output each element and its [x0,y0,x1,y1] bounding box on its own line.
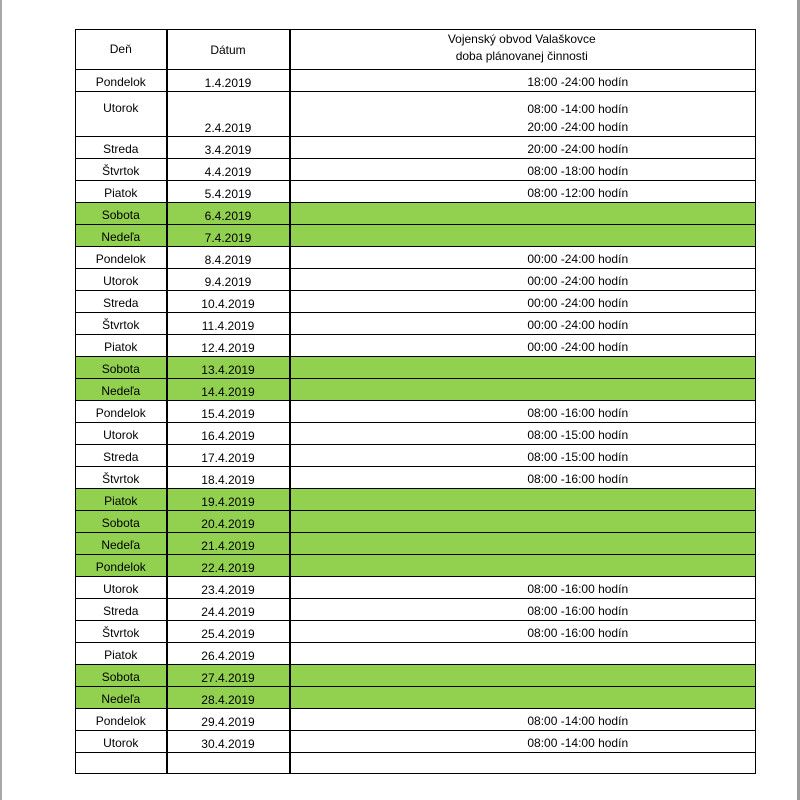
date-cell: 3.4.2019 [167,137,290,159]
date-cell: 23.4.2019 [167,577,290,599]
day-cell: Utorok [76,92,167,137]
activity-hours-cell [290,665,756,687]
day-cell: Piatok [76,181,167,203]
date-cell: 1.4.2019 [167,70,290,92]
activity-hours-cell [290,709,756,731]
day-cell: Streda [76,445,167,467]
day-cell: Utorok [76,423,167,445]
date-cell: 18.4.2019 [167,467,290,489]
date-cell: 30.4.2019 [167,731,290,753]
date-cell: 20.4.2019 [167,511,290,533]
activity-hours-text: 20:00 -24:00 hodín [527,142,629,156]
schedule-table [75,29,756,774]
activity-hours-text: 08:00 -15:00 hodín [527,428,629,442]
activity-hours-text: 08:00 -12:00 hodín [527,186,629,200]
day-cell: Piatok [76,335,167,357]
header-day: Deň [76,30,167,70]
schedule-sheet [75,29,756,774]
activity-hours-text: 00:00 -24:00 hodín [527,274,629,288]
date-cell: 10.4.2019 [167,291,290,313]
activity-hours-text: 08:00 -14:00 hodín [527,736,629,750]
date-cell: 14.4.2019 [167,379,290,401]
table-row [76,335,756,357]
activity-hours-text: 08:00 -14:00 hodín [527,714,629,728]
date-cell: 11.4.2019 [167,313,290,335]
date-cell: 26.4.2019 [167,643,290,665]
table-row [76,731,756,753]
date-cell: 21.4.2019 [167,533,290,555]
day-cell: Štvrtok [76,313,167,335]
empty-cell [167,753,290,774]
activity-hours-cell [290,467,756,489]
schedule-table-body [76,30,756,774]
day-cell: Nedeľa [76,225,167,247]
activity-hours-cell [290,225,756,247]
table-row [76,379,756,401]
table-row [76,665,756,687]
activity-hours-cell [290,621,756,643]
activity-hours-text: 08:00 -16:00 hodín [527,582,629,596]
activity-hours-text: 08:00 -16:00 hodín [527,406,629,420]
activity-hours-cell [290,379,756,401]
empty-cell [290,753,756,774]
date-cell: 29.4.2019 [167,709,290,731]
activity-hours-cell [290,533,756,555]
date-cell: 2.4.2019 [167,92,290,137]
date-cell: 7.4.2019 [167,225,290,247]
table-row [76,181,756,203]
activity-hours-cell [290,335,756,357]
table-row [76,511,756,533]
page-edge-left [0,0,2,800]
date-cell: 6.4.2019 [167,203,290,225]
header-date: Dátum [167,30,290,70]
day-cell: Štvrtok [76,467,167,489]
table-row [76,709,756,731]
table-row [76,445,756,467]
date-cell: 9.4.2019 [167,269,290,291]
date-cell: 4.4.2019 [167,159,290,181]
day-cell: Streda [76,291,167,313]
header-area-name: Vojenský obvod Valaškovce [447,32,596,46]
activity-hours-cell [290,577,756,599]
day-cell: Sobota [76,203,167,225]
activity-hours-text: 00:00 -24:00 hodín [527,340,629,354]
day-cell: Štvrtok [76,621,167,643]
activity-hours-cell [290,92,756,137]
day-cell: Utorok [76,269,167,291]
day-cell: Pondelok [76,247,167,269]
activity-hours-text: 00:00 -24:00 hodín [527,296,629,310]
activity-hours-cell [290,555,756,577]
header-row [76,30,756,70]
table-row [76,291,756,313]
date-cell: 28.4.2019 [167,687,290,709]
activity-hours-cell [290,70,756,92]
activity-hours-text: 18:00 -24:00 hodín [527,75,629,89]
table-row [76,401,756,423]
activity-hours-cell [290,269,756,291]
activity-hours-cell [290,137,756,159]
day-cell: Pondelok [76,401,167,423]
activity-hours-cell [290,423,756,445]
table-row [76,357,756,379]
day-cell: Sobota [76,511,167,533]
table-row [76,137,756,159]
date-cell: 25.4.2019 [167,621,290,643]
table-row [76,203,756,225]
activity-hours-cell [290,203,756,225]
day-cell: Nedeľa [76,687,167,709]
day-cell: Streda [76,599,167,621]
activity-hours-text: 08:00 -14:00 hodín [527,102,629,116]
date-cell: 19.4.2019 [167,489,290,511]
activity-hours-cell [290,643,756,665]
activity-hours-cell [290,489,756,511]
date-cell: 12.4.2019 [167,335,290,357]
empty-row [76,753,756,774]
activity-hours-cell [290,687,756,709]
activity-hours-text: 20:00 -24:00 hodín [527,120,629,134]
table-row [76,533,756,555]
activity-hours-text: 08:00 -16:00 hodín [527,626,629,640]
day-cell: Utorok [76,731,167,753]
table-row [76,423,756,445]
activity-hours-cell [290,511,756,533]
date-cell: 5.4.2019 [167,181,290,203]
date-cell: 22.4.2019 [167,555,290,577]
day-cell: Nedeľa [76,379,167,401]
day-cell: Štvrtok [76,159,167,181]
empty-cell [76,753,167,774]
activity-hours-text: 00:00 -24:00 hodín [527,252,629,266]
table-row [76,643,756,665]
table-row [76,269,756,291]
activity-hours-cell [290,357,756,379]
date-cell: 27.4.2019 [167,665,290,687]
table-row [76,467,756,489]
table-row [76,599,756,621]
table-row [76,70,756,92]
activity-hours-cell [290,599,756,621]
activity-hours-cell [290,159,756,181]
day-cell: Piatok [76,643,167,665]
activity-hours-text: 08:00 -15:00 hodín [527,450,629,464]
activity-hours-cell [290,247,756,269]
day-cell: Streda [76,137,167,159]
day-cell: Piatok [76,489,167,511]
table-row [76,92,756,137]
table-row [76,621,756,643]
day-cell: Utorok [76,577,167,599]
activity-hours-text: 00:00 -24:00 hodín [527,318,629,332]
date-cell: 15.4.2019 [167,401,290,423]
day-cell: Pondelok [76,70,167,92]
table-row [76,159,756,181]
date-cell: 17.4.2019 [167,445,290,467]
day-cell: Pondelok [76,709,167,731]
date-cell: 24.4.2019 [167,599,290,621]
day-cell: Pondelok [76,555,167,577]
date-cell: 16.4.2019 [167,423,290,445]
activity-hours-cell [290,291,756,313]
activity-hours-cell [290,313,756,335]
activity-hours-text: 08:00 -16:00 hodín [527,604,629,618]
date-cell: 8.4.2019 [167,247,290,269]
activity-hours-cell [290,445,756,467]
activity-hours-cell [290,401,756,423]
table-row [76,687,756,709]
activity-hours-cell [290,731,756,753]
table-row [76,313,756,335]
table-row [76,489,756,511]
table-row [76,225,756,247]
activity-hours-cell [290,181,756,203]
day-cell: Sobota [76,357,167,379]
table-row [76,555,756,577]
date-cell: 13.4.2019 [167,357,290,379]
header-activity [290,30,756,70]
day-cell: Sobota [76,665,167,687]
table-row [76,577,756,599]
activity-hours-text: 08:00 -16:00 hodín [527,472,629,486]
table-row [76,247,756,269]
header-activity-label: doba plánovanej činnosti [455,49,588,63]
day-cell: Nedeľa [76,533,167,555]
activity-hours-text: 08:00 -18:00 hodín [527,164,629,178]
